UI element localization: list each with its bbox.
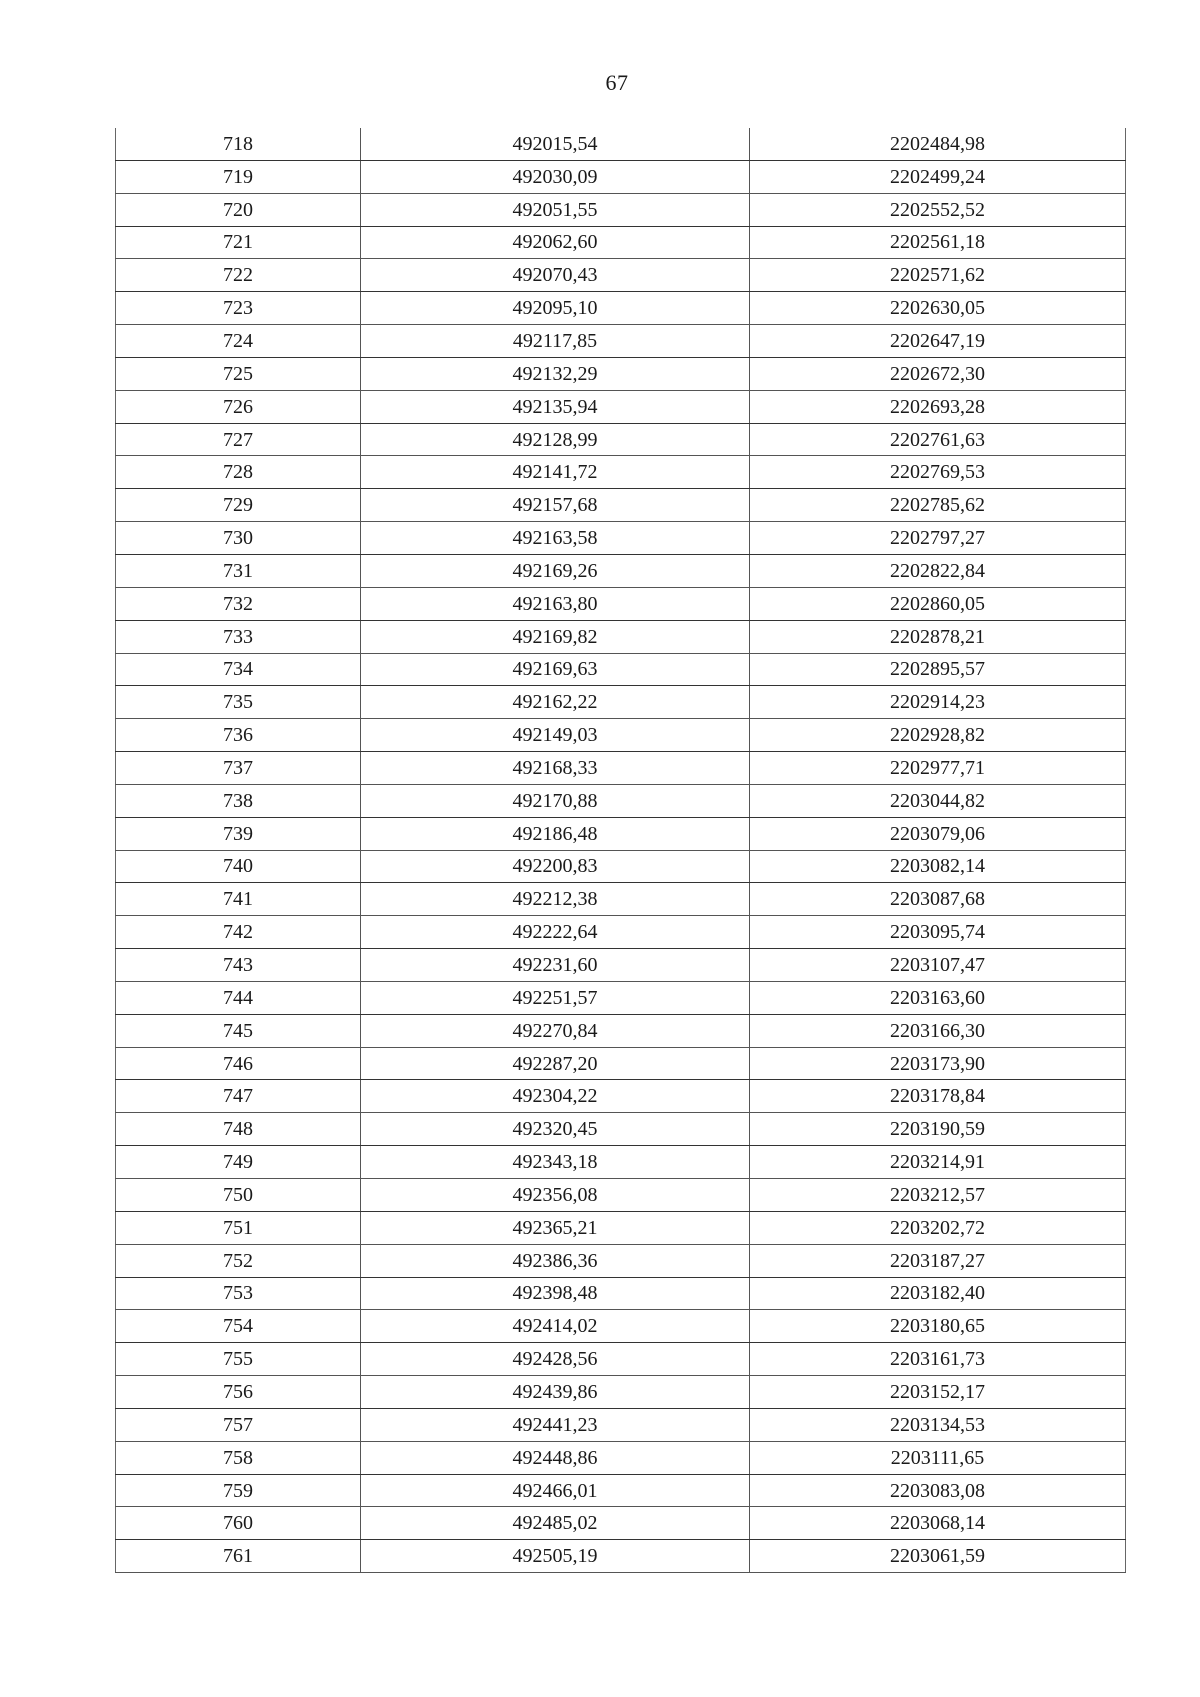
- y-coordinate-cell: 2203095,74: [750, 916, 1126, 949]
- y-coordinate-cell: 2203214,91: [750, 1146, 1126, 1179]
- table-row: [116, 325, 1126, 358]
- y-coordinate-cell: 2203111,65: [750, 1441, 1126, 1474]
- y-coordinate-cell: 2202484,98: [750, 128, 1126, 160]
- table-row: [116, 423, 1126, 456]
- y-coordinate-cell: 2203083,08: [750, 1474, 1126, 1507]
- y-coordinate-cell: 2203079,06: [750, 817, 1126, 850]
- table-row: [116, 1211, 1126, 1244]
- y-coordinate-cell: 2202761,63: [750, 423, 1126, 456]
- x-coordinate-cell: 492356,08: [361, 1179, 750, 1212]
- point-number-cell: 750: [116, 1179, 361, 1212]
- point-number-cell: 735: [116, 686, 361, 719]
- point-number-cell: 745: [116, 1014, 361, 1047]
- x-coordinate-cell: 492141,72: [361, 456, 750, 489]
- x-coordinate-cell: 492270,84: [361, 1014, 750, 1047]
- y-coordinate-cell: 2202561,18: [750, 226, 1126, 259]
- point-number-cell: 753: [116, 1277, 361, 1310]
- point-number-cell: 724: [116, 325, 361, 358]
- point-number-cell: 759: [116, 1474, 361, 1507]
- table-row: [116, 817, 1126, 850]
- table-row: [116, 160, 1126, 193]
- table-row: [116, 981, 1126, 1014]
- y-coordinate-cell: 2202822,84: [750, 554, 1126, 587]
- y-coordinate-cell: 2202797,27: [750, 522, 1126, 555]
- x-coordinate-cell: 492386,36: [361, 1244, 750, 1277]
- y-coordinate-cell: 2203178,84: [750, 1080, 1126, 1113]
- x-coordinate-cell: 492287,20: [361, 1047, 750, 1080]
- x-coordinate-cell: 492505,19: [361, 1540, 750, 1573]
- page-number: 67: [605, 70, 629, 95]
- table-row: [116, 1343, 1126, 1376]
- table-row: [116, 226, 1126, 259]
- x-coordinate-cell: 492149,03: [361, 719, 750, 752]
- point-number-cell: 744: [116, 981, 361, 1014]
- table-row: [116, 1277, 1126, 1310]
- y-coordinate-cell: 2202571,62: [750, 259, 1126, 292]
- table-row: [116, 916, 1126, 949]
- x-coordinate-cell: 492343,18: [361, 1146, 750, 1179]
- x-coordinate-cell: 492212,38: [361, 883, 750, 916]
- table-row: [116, 949, 1126, 982]
- x-coordinate-cell: 492157,68: [361, 489, 750, 522]
- x-coordinate-cell: 492414,02: [361, 1310, 750, 1343]
- table-row: [116, 686, 1126, 719]
- table-row: [116, 1244, 1126, 1277]
- table-row: [116, 587, 1126, 620]
- coordinates-table: [115, 128, 1126, 1573]
- point-number-cell: 721: [116, 226, 361, 259]
- x-coordinate-cell: 492231,60: [361, 949, 750, 982]
- table-row: [116, 620, 1126, 653]
- y-coordinate-cell: 2202895,57: [750, 653, 1126, 686]
- point-number-cell: 748: [116, 1113, 361, 1146]
- x-coordinate-cell: 492162,22: [361, 686, 750, 719]
- point-number-cell: 751: [116, 1211, 361, 1244]
- point-number-cell: 761: [116, 1540, 361, 1573]
- point-number-cell: 731: [116, 554, 361, 587]
- y-coordinate-cell: 2202552,52: [750, 193, 1126, 226]
- x-coordinate-cell: 492320,45: [361, 1113, 750, 1146]
- table-row: [116, 1047, 1126, 1080]
- y-coordinate-cell: 2203161,73: [750, 1343, 1126, 1376]
- y-coordinate-cell: 2203190,59: [750, 1113, 1126, 1146]
- x-coordinate-cell: 492062,60: [361, 226, 750, 259]
- y-coordinate-cell: 2202977,71: [750, 752, 1126, 785]
- x-coordinate-cell: 492169,82: [361, 620, 750, 653]
- x-coordinate-cell: 492170,88: [361, 784, 750, 817]
- table-row: [116, 522, 1126, 555]
- table-row: [116, 1080, 1126, 1113]
- y-coordinate-cell: 2202672,30: [750, 357, 1126, 390]
- y-coordinate-cell: 2202769,53: [750, 456, 1126, 489]
- x-coordinate-cell: 492163,58: [361, 522, 750, 555]
- point-number-cell: 749: [116, 1146, 361, 1179]
- x-coordinate-cell: 492168,33: [361, 752, 750, 785]
- point-number-cell: 733: [116, 620, 361, 653]
- y-coordinate-cell: 2203107,47: [750, 949, 1126, 982]
- table-row: [116, 653, 1126, 686]
- x-coordinate-cell: 492428,56: [361, 1343, 750, 1376]
- table-row: [116, 883, 1126, 916]
- table-row: [116, 850, 1126, 883]
- y-coordinate-cell: 2203068,14: [750, 1507, 1126, 1540]
- y-coordinate-cell: 2202928,82: [750, 719, 1126, 752]
- point-number-cell: 760: [116, 1507, 361, 1540]
- table-row: [116, 1146, 1126, 1179]
- point-number-cell: 736: [116, 719, 361, 752]
- y-coordinate-cell: 2203082,14: [750, 850, 1126, 883]
- y-coordinate-cell: 2203202,72: [750, 1211, 1126, 1244]
- x-coordinate-cell: 492051,55: [361, 193, 750, 226]
- x-coordinate-cell: 492251,57: [361, 981, 750, 1014]
- y-coordinate-cell: 2202693,28: [750, 390, 1126, 423]
- point-number-cell: 742: [116, 916, 361, 949]
- point-number-cell: 734: [116, 653, 361, 686]
- y-coordinate-cell: 2202860,05: [750, 587, 1126, 620]
- table-row: [116, 390, 1126, 423]
- table-row: [116, 1408, 1126, 1441]
- x-coordinate-cell: 492448,86: [361, 1441, 750, 1474]
- table-row: [116, 489, 1126, 522]
- x-coordinate-cell: 492095,10: [361, 292, 750, 325]
- y-coordinate-cell: 2202878,21: [750, 620, 1126, 653]
- coordinates-table-body: [116, 128, 1126, 1573]
- y-coordinate-cell: 2202630,05: [750, 292, 1126, 325]
- point-number-cell: 752: [116, 1244, 361, 1277]
- y-coordinate-cell: 2202914,23: [750, 686, 1126, 719]
- y-coordinate-cell: 2202647,19: [750, 325, 1126, 358]
- point-number-cell: 730: [116, 522, 361, 555]
- x-coordinate-cell: 492222,64: [361, 916, 750, 949]
- point-number-cell: 718: [116, 128, 361, 160]
- x-coordinate-cell: 492015,54: [361, 128, 750, 160]
- x-coordinate-cell: 492135,94: [361, 390, 750, 423]
- y-coordinate-cell: 2203044,82: [750, 784, 1126, 817]
- table-row: [116, 128, 1126, 160]
- point-number-cell: 747: [116, 1080, 361, 1113]
- y-coordinate-cell: 2203163,60: [750, 981, 1126, 1014]
- point-number-cell: 741: [116, 883, 361, 916]
- table-row: [116, 1179, 1126, 1212]
- x-coordinate-cell: 492132,29: [361, 357, 750, 390]
- table-row: [116, 357, 1126, 390]
- x-coordinate-cell: 492128,99: [361, 423, 750, 456]
- point-number-cell: 758: [116, 1441, 361, 1474]
- y-coordinate-cell: 2203212,57: [750, 1179, 1126, 1212]
- x-coordinate-cell: 492163,80: [361, 587, 750, 620]
- point-number-cell: 722: [116, 259, 361, 292]
- table-row: [116, 1376, 1126, 1409]
- point-number-cell: 738: [116, 784, 361, 817]
- table-row: [116, 259, 1126, 292]
- y-coordinate-cell: 2203061,59: [750, 1540, 1126, 1573]
- table-row: [116, 554, 1126, 587]
- table-row: [116, 1540, 1126, 1573]
- table-row: [116, 1014, 1126, 1047]
- point-number-cell: 720: [116, 193, 361, 226]
- point-number-cell: 729: [116, 489, 361, 522]
- x-coordinate-cell: 492117,85: [361, 325, 750, 358]
- x-coordinate-cell: 492466,01: [361, 1474, 750, 1507]
- point-number-cell: 746: [116, 1047, 361, 1080]
- table-row: [116, 1441, 1126, 1474]
- y-coordinate-cell: 2203173,90: [750, 1047, 1126, 1080]
- x-coordinate-cell: 492030,09: [361, 160, 750, 193]
- point-number-cell: 743: [116, 949, 361, 982]
- point-number-cell: 756: [116, 1376, 361, 1409]
- y-coordinate-cell: 2203180,65: [750, 1310, 1126, 1343]
- point-number-cell: 755: [116, 1343, 361, 1376]
- y-coordinate-cell: 2203087,68: [750, 883, 1126, 916]
- x-coordinate-cell: 492070,43: [361, 259, 750, 292]
- y-coordinate-cell: 2202499,24: [750, 160, 1126, 193]
- point-number-cell: 727: [116, 423, 361, 456]
- table-row: [116, 1113, 1126, 1146]
- point-number-cell: 719: [116, 160, 361, 193]
- y-coordinate-cell: 2203187,27: [750, 1244, 1126, 1277]
- table-row: [116, 1474, 1126, 1507]
- x-coordinate-cell: 492485,02: [361, 1507, 750, 1540]
- table-row: [116, 193, 1126, 226]
- point-number-cell: 726: [116, 390, 361, 423]
- x-coordinate-cell: 492169,26: [361, 554, 750, 587]
- point-number-cell: 732: [116, 587, 361, 620]
- y-coordinate-cell: 2203134,53: [750, 1408, 1126, 1441]
- table-row: [116, 292, 1126, 325]
- table-row: [116, 784, 1126, 817]
- table-row: [116, 719, 1126, 752]
- x-coordinate-cell: 492441,23: [361, 1408, 750, 1441]
- point-number-cell: 757: [116, 1408, 361, 1441]
- x-coordinate-cell: 492169,63: [361, 653, 750, 686]
- point-number-cell: 740: [116, 850, 361, 883]
- y-coordinate-cell: 2203182,40: [750, 1277, 1126, 1310]
- x-coordinate-cell: 492304,22: [361, 1080, 750, 1113]
- y-coordinate-cell: 2203166,30: [750, 1014, 1126, 1047]
- x-coordinate-cell: 492439,86: [361, 1376, 750, 1409]
- x-coordinate-cell: 492365,21: [361, 1211, 750, 1244]
- x-coordinate-cell: 492186,48: [361, 817, 750, 850]
- x-coordinate-cell: 492398,48: [361, 1277, 750, 1310]
- point-number-cell: 725: [116, 357, 361, 390]
- point-number-cell: 737: [116, 752, 361, 785]
- y-coordinate-cell: 2202785,62: [750, 489, 1126, 522]
- table-row: [116, 1310, 1126, 1343]
- point-number-cell: 728: [116, 456, 361, 489]
- point-number-cell: 754: [116, 1310, 361, 1343]
- table-row: [116, 1507, 1126, 1540]
- y-coordinate-cell: 2203152,17: [750, 1376, 1126, 1409]
- table-row: [116, 456, 1126, 489]
- point-number-cell: 723: [116, 292, 361, 325]
- x-coordinate-cell: 492200,83: [361, 850, 750, 883]
- point-number-cell: 739: [116, 817, 361, 850]
- table-row: [116, 752, 1126, 785]
